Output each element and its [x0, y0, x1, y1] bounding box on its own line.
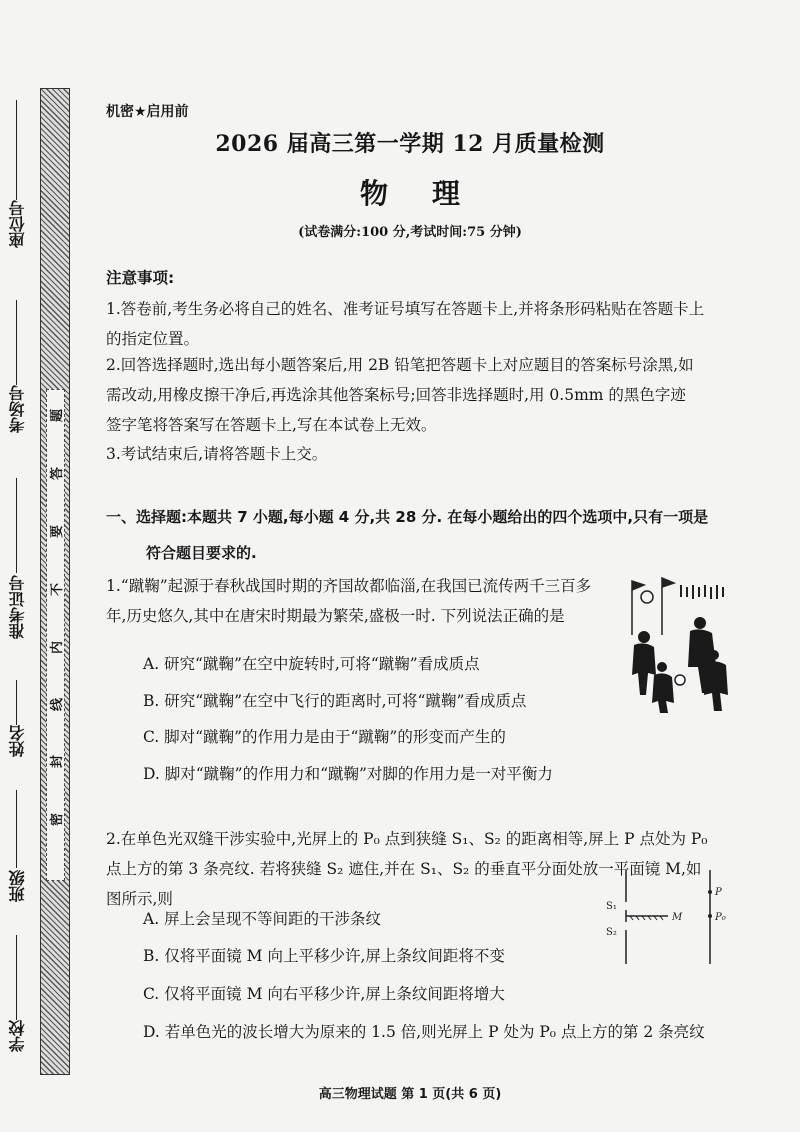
q2-option-c: C. 仅将平面镜 M 向右平移少许,屏上条纹间距将增大	[143, 985, 505, 1003]
admission-number-line	[16, 478, 17, 573]
seal-char: 题	[50, 409, 65, 423]
q1-option-b: B. 研究“蹴鞠”在空中飞行的距离时,可将“蹴鞠”看成质点	[143, 692, 527, 710]
label-s2: S₂	[606, 927, 617, 938]
seal-char: 答	[50, 467, 65, 481]
notice-line: 需改动,用橡皮擦干净后,再选涂其他答案标号;回答非选择题时,用 0.5mm 的黑色字迹	[106, 386, 686, 404]
school-field	[6, 1020, 40, 1080]
seal-char: 要	[50, 525, 65, 539]
confidential-mark: 机密★启用前	[106, 104, 189, 120]
seal-char: 内	[50, 641, 65, 655]
notice-heading: 注意事项:	[106, 269, 175, 287]
name-line	[16, 680, 17, 725]
label-p0: P₀	[715, 912, 726, 923]
point-p0	[708, 914, 712, 918]
q1-option-a: A. 研究“蹴鞠”在空中旋转时,可将“蹴鞠”看成质点	[143, 655, 480, 673]
admission-number-label: 准考证号	[8, 575, 27, 639]
seat-number-field	[6, 200, 40, 290]
section-heading-cont: 符合题目要求的.	[146, 544, 257, 562]
exam-room-line	[16, 300, 17, 385]
q2-option-d: D. 若单色光的波长增大为原来的 1.5 倍,则光屏上 P 处为 P₀ 点上方的第 2 条亮纹	[143, 1023, 705, 1041]
label-s1: S₁	[606, 901, 617, 912]
class-line	[16, 790, 17, 868]
exam-room-label: 考场号	[8, 385, 27, 433]
exam-info: (试卷满分:100 分,考试时间:75 分钟)	[298, 225, 522, 240]
seat-number-line	[16, 100, 17, 200]
school-line	[16, 935, 17, 1020]
seal-char: 不	[50, 583, 65, 597]
name-field	[6, 725, 40, 785]
question-line: 1.“蹴鞠”起源于春秋战国时期的齐国故都临淄,在我国已流传两千三百多	[106, 577, 592, 595]
q2-option-b: B. 仅将平面镜 M 向上平移少许,屏上条纹间距将不变	[143, 947, 505, 965]
q2-option-a: A. 屏上会呈现不等间距的干涉条纹	[143, 910, 382, 928]
admission-number-field	[6, 575, 40, 675]
seal-strip	[40, 88, 70, 1075]
notice-item-3: 3.考试结束后,请将答题卡上交。	[106, 445, 328, 463]
notice-line: 的指定位置。	[106, 330, 200, 348]
q1-option-d: D. 脚对“蹴鞠”的作用力和“蹴鞠”对脚的作用力是一对平衡力	[143, 765, 553, 783]
cuju-illustration	[622, 575, 734, 715]
class-label: 班级	[8, 870, 27, 902]
exam-title: 2026 届高三第一学期 12 月质量检测	[215, 131, 605, 157]
notice-line: 1.答卷前,考生务必将自己的姓名、准考证号填写在答题卡上,并将条形码粘贴在答题卡上	[106, 300, 705, 318]
notice-line: 签字笔将答案写在答题卡上,写在本试卷上无效。	[106, 416, 437, 434]
label-m: M	[672, 912, 683, 923]
q1-option-c: C. 脚对“蹴鞠”的作用力是由于“蹴鞠”的形变而产生的	[143, 728, 506, 746]
question-line: 点上方的第 3 条亮纹. 若将狭缝 S₂ 遮住,并在 S₁、S₂ 的垂直平分面处放一平面镜 M,如	[106, 860, 702, 878]
class-field	[6, 870, 40, 930]
exam-room-field	[6, 385, 40, 465]
point-p	[708, 890, 712, 894]
double-slit-diagram	[598, 862, 738, 972]
page-footer: 高三物理试题 第 1 页(共 6 页)	[318, 1087, 502, 1102]
school-label: 学校	[8, 1020, 27, 1052]
notice-item-2	[106, 350, 736, 440]
seat-number-label: 座位号	[8, 200, 27, 248]
question-line: 图所示,则	[106, 890, 173, 908]
seal-char: 密	[50, 813, 65, 827]
binding-margin	[0, 0, 100, 1132]
question-line: 2.在单色光双缝干涉实验中,光屏上的 P₀ 点到狭缝 S₁、S₂ 的距离相等,屏上 P 点处为 P₀	[106, 830, 708, 848]
notice-line: 2.回答选择题时,选出每小题答案后,用 2B 铅笔把答题卡上对应题目的答案标号涂黑,如	[106, 356, 694, 374]
subject-title: 物理	[359, 177, 504, 210]
section-heading: 一、选择题:本题共 7 小题,每小题 4 分,共 28 分. 在每小题给出的四个选项中,只有一项是	[106, 508, 709, 526]
seal-text-box	[46, 389, 65, 881]
question-1-stem	[106, 571, 626, 631]
notice-item-1	[106, 294, 736, 354]
name-label: 姓名	[8, 725, 27, 757]
seal-char: 封	[50, 755, 65, 769]
label-p: P	[715, 887, 722, 898]
question-line: 年,历史悠久,其中在唐宋时期最为繁荣,盛极一时. 下列说法正确的是	[106, 607, 565, 625]
seal-char: 线	[50, 698, 65, 712]
